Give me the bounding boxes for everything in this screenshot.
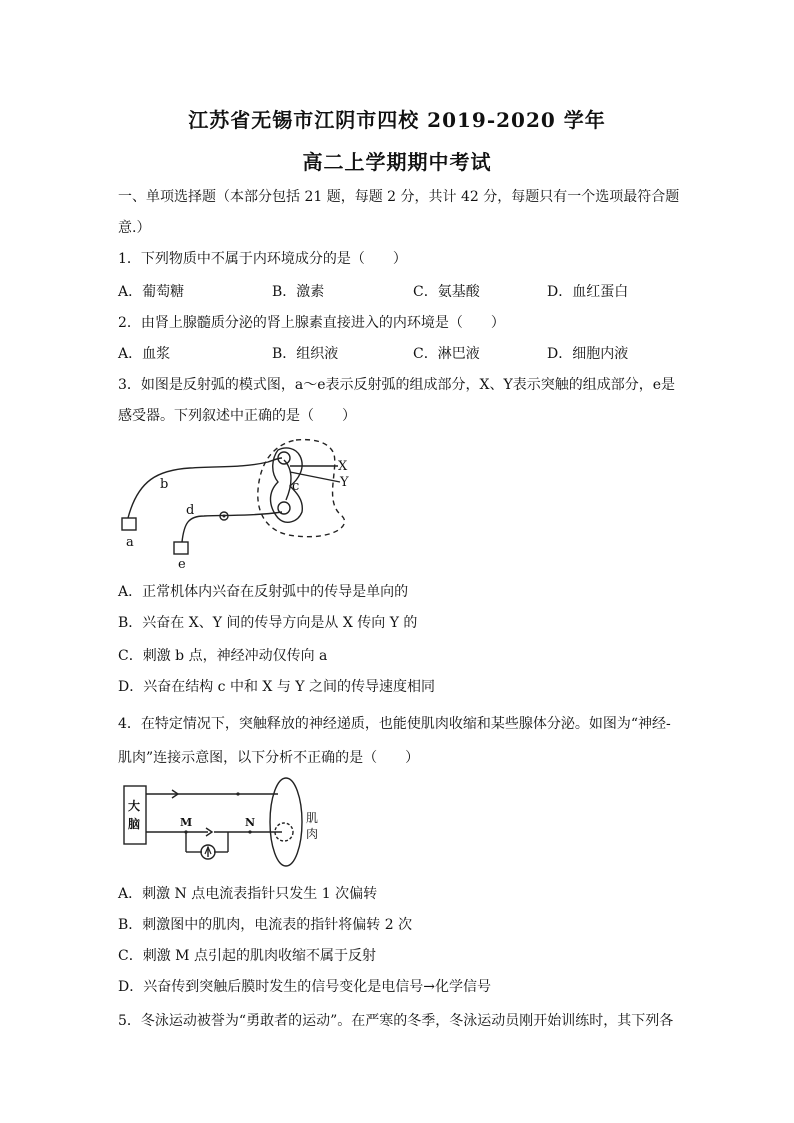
label-e: e [178,557,186,572]
q3-option-c: C．刺激 b 点，神经冲动仅传向 a [118,648,328,664]
section-intro-line1: 一、单项选择题（本部分包括 21 题，每题 2 分，共计 42 分，每题只有一个选项最符合题 [118,189,680,205]
q2-stem: 2．由肾上腺髓质分泌的肾上腺素直接进入的内环境是（ ） [118,315,505,331]
q3-stem-line2: 感受器。下列叙述中正确的是（ ） [118,408,356,424]
label-a: a [126,535,134,550]
neuron-b [128,458,282,518]
section-intro-line2: 意.） [118,220,151,236]
label-brain-2: 脑 [128,817,141,831]
point-marker-upper [236,792,239,795]
brain-box [124,786,146,844]
exam-title-line2: 高二上学期期中考试 [302,150,492,174]
label-x: X [338,459,348,474]
q4-option-c: C．刺激 M 点引起的肌肉收缩不属于反射 [118,948,376,964]
structure-a-box [122,518,136,530]
q1-option-d: D．血红蛋白 [547,284,629,300]
spinal-cord-outline [258,440,345,537]
q3-stem-line1: 3．如图是反射弧的模式图，a～e表示反射弧的组成部分，X、Y表示突触的组成部分，e是 [118,377,676,393]
q4-stem-line2: 肌肉”连接示意图，以下分析不正确的是（ ） [118,750,420,766]
label-d: d [186,503,195,518]
q3-option-d: D．兴奋在结构 c 中和 X 与 Y 之间的传导速度相同 [118,679,435,695]
q4-stem-line1: 4．在特定情况下，突触释放的神经递质，也能使肌肉收缩和某些腺体分泌。如图为“神经- [118,716,671,732]
q4-option-a: A．刺激 N 点电流表指针只发生 1 次偏转 [118,886,378,902]
neuron-d [182,512,282,542]
muscle-ellipse [270,778,302,866]
q2-option-d: D．细胞内液 [547,346,629,362]
label-muscle-1: 肌 [306,811,319,825]
point-n [248,830,251,833]
q4-option-b: B．刺激图中的肌肉，电流表的指针将偏转 2 次 [118,917,413,933]
q3-option-a: A．正常机体内兴奋在反射弧中的传导是单向的 [118,584,409,600]
interneuron [284,460,291,500]
label-c: c [292,479,300,494]
reflex-arc-figure [118,436,368,572]
label-b: b [160,477,169,492]
q3-option-b: B．兴奋在 X、Y 间的传导方向是从 X 传向 Y 的 [118,615,418,631]
q5-stem-line1: 5．冬泳运动被誉为“勇敢者的运动”。在严寒的冬季，冬泳运动员刚开始训练时，其下列各 [118,1013,674,1029]
q1-stem: 1．下列物质中不属于内环境成分的是（ ） [118,251,407,267]
nerve-muscle-figure [118,774,328,874]
q1-option-c: C．氨基酸 [413,284,480,300]
exam-title-line1: 江苏省无锡市江阴市四校 2019-2020 学年 [188,108,606,132]
q2-option-b: B．组织液 [272,346,339,362]
cell-body-lower [278,502,290,514]
point-m [184,830,187,833]
q2-option-a: A．血浆 [118,346,171,362]
label-n: N [245,816,256,829]
label-m: M [180,816,193,829]
q1-option-a: A．葡萄糖 [118,284,185,300]
label-brain-1: 大 [128,799,141,813]
q1-option-b: B．激素 [272,284,325,300]
structure-e-box [174,542,188,554]
q2-option-c: C．淋巴液 [413,346,480,362]
label-y: Y [340,475,349,490]
label-muscle-2: 肉 [306,827,319,841]
q4-option-d: D．兴奋传到突触后膜时发生的信号变化是电信号→化学信号 [118,979,491,995]
